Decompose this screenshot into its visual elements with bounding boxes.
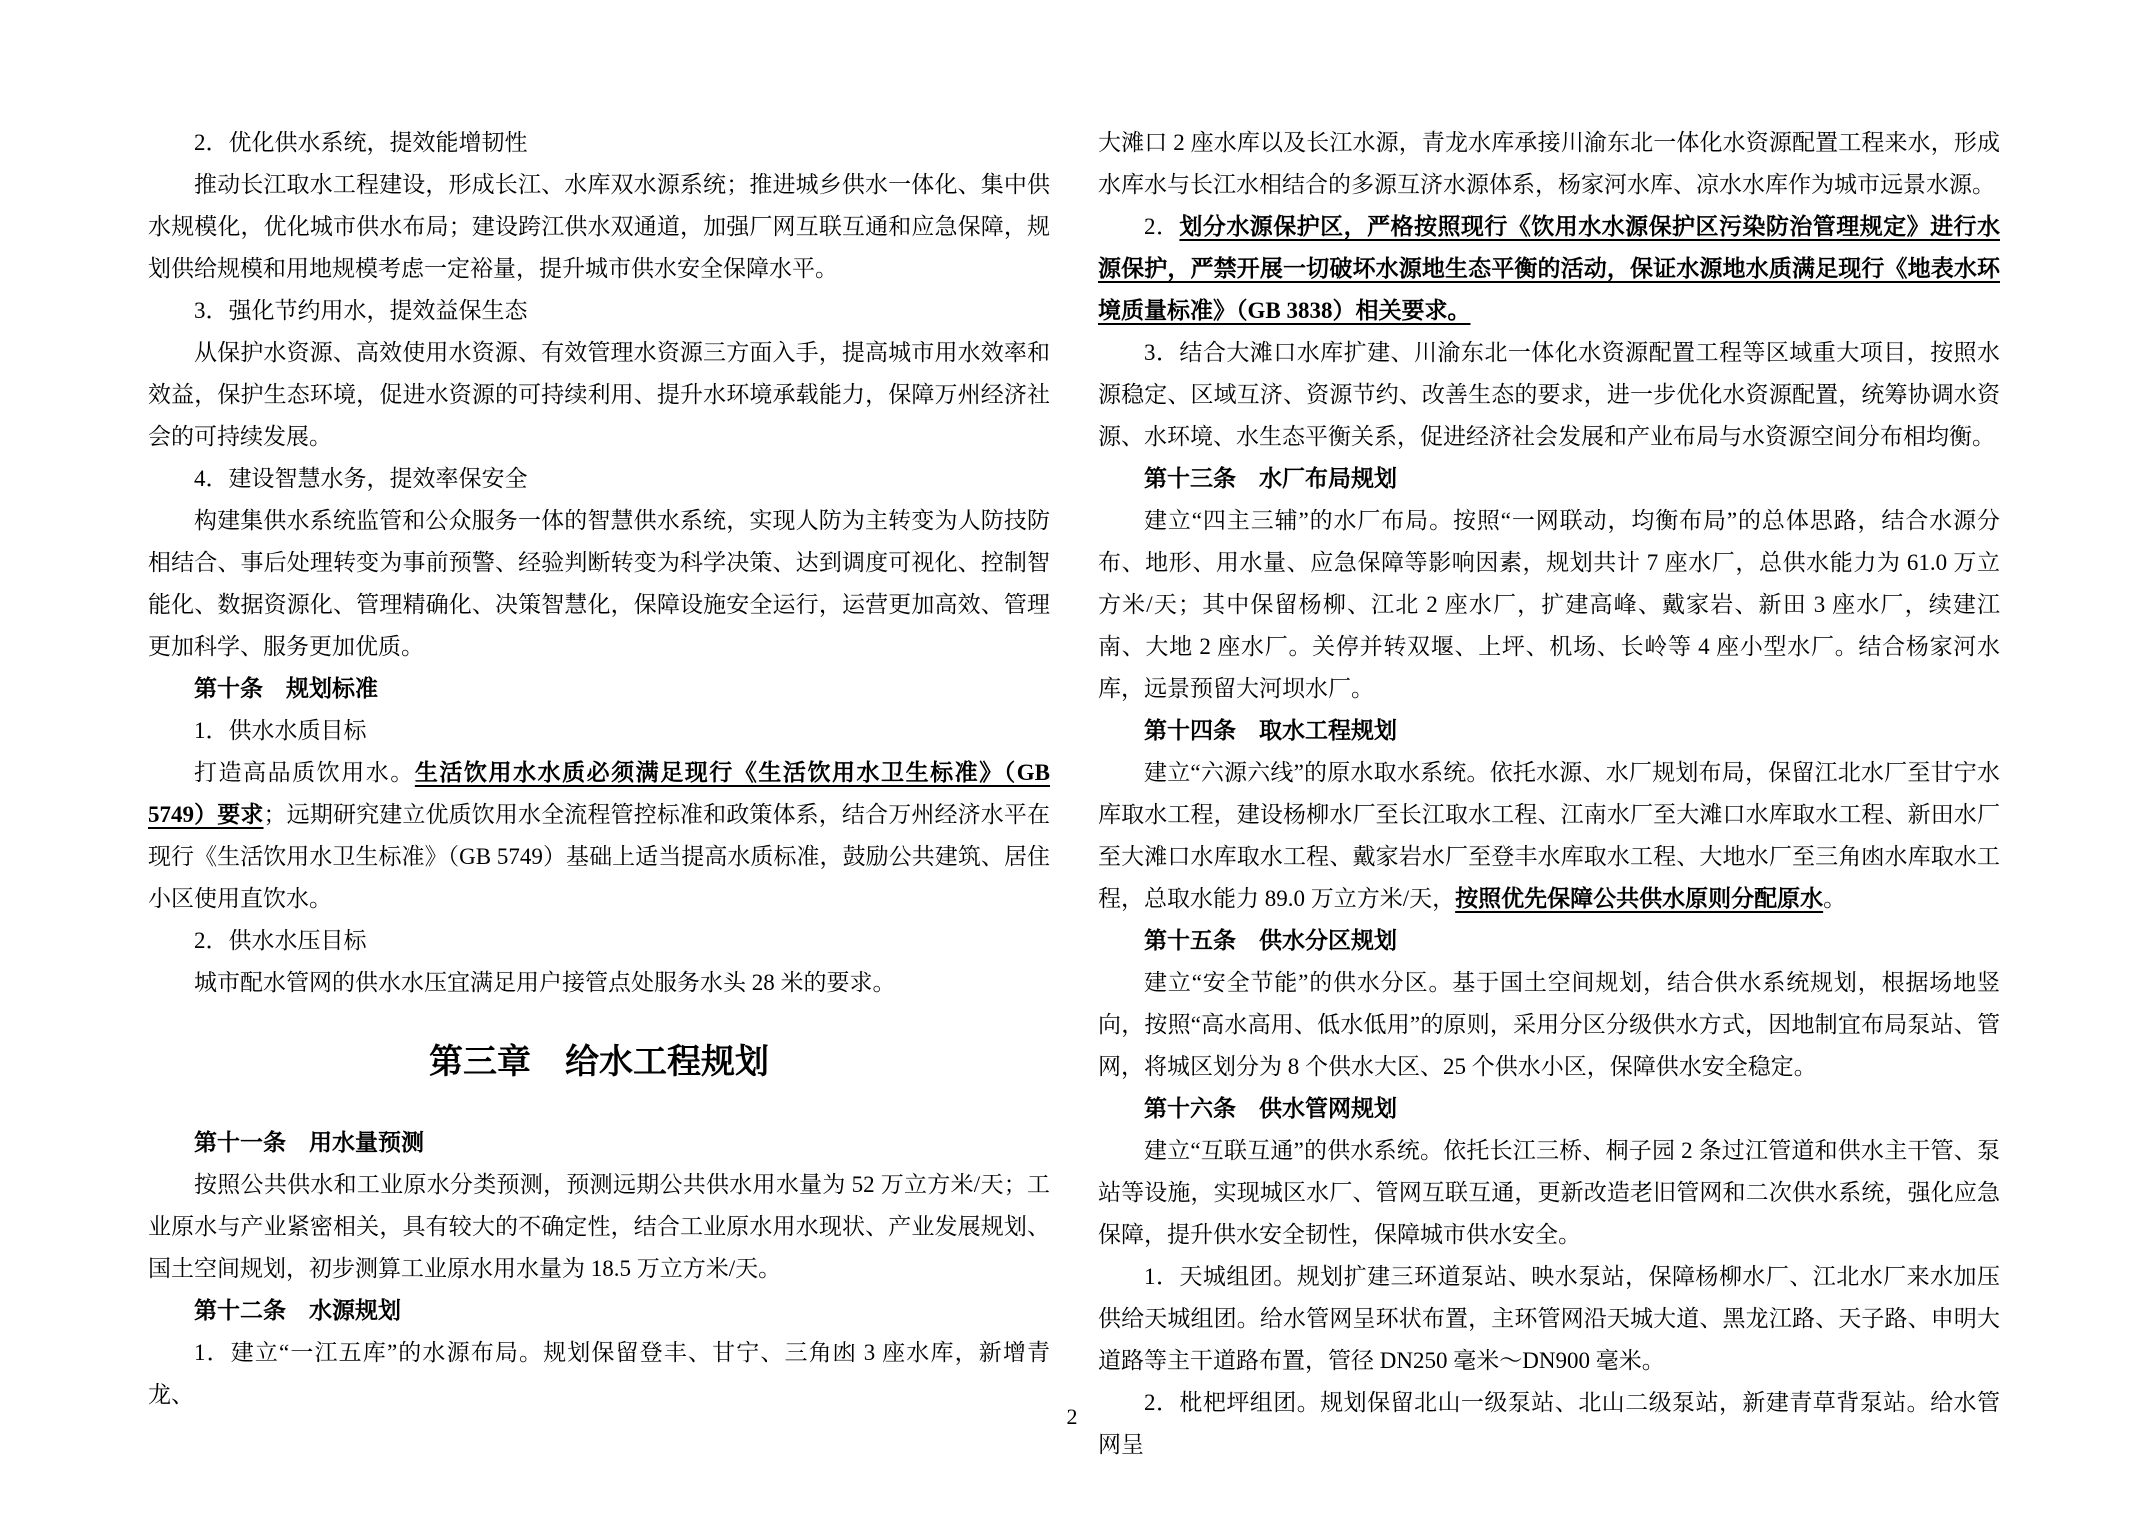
- text-run: 1．供水水质目标: [194, 718, 367, 743]
- paragraph: [148, 164, 1050, 290]
- text-run: 1．建立“一江五库”的水源布局。规划保留登丰、甘宁、三角凼 3 座水库，新增青龙、: [148, 1340, 1050, 1407]
- paragraph: [148, 332, 1050, 458]
- paragraph: [1098, 500, 2000, 710]
- article-heading: [1098, 1088, 2000, 1130]
- text-run: 。: [1823, 886, 1847, 911]
- article-heading: [1098, 710, 2000, 752]
- text-run: 第十五条 供水分区规划: [1144, 928, 1397, 953]
- article-heading: [148, 1290, 1050, 1332]
- text-run: 第十三条 水厂布局规划: [1144, 466, 1397, 491]
- article-heading: [1098, 458, 2000, 500]
- text-run: 第十六条 供水管网规划: [1144, 1096, 1397, 1121]
- text-column-right: [1098, 122, 2000, 1466]
- text-run: 第十一条 用水量预测: [194, 1130, 424, 1155]
- article-heading: [148, 668, 1050, 710]
- text-run: 3．强化节约用水，提效益保生态: [194, 298, 528, 323]
- paragraph: [148, 122, 1050, 164]
- text-run: 大滩口 2 座水库以及长江水源，青龙水库承接川渝东北一体化水资源配置工程来水，形成水库水与长江水相结合的多源互济水源体系，杨家河水库、凉水水库作为城市远景水源。: [1098, 130, 2000, 197]
- text-run: 城市配水管网的供水水压宜满足用户接管点处服务水头 28 米的要求。: [194, 970, 896, 995]
- text-run: 建立“六源六线”的原水取水系统。依托水源、水厂规划布局，保留江北水厂至甘宁水库取水工程，建设杨柳水厂至长江取水工程、江南水厂至大滩口水库取水工程、新田水厂至大滩口水库取水工程、戴家岩水厂至登丰水库取水工程、大地水厂至三角凼水库取水工程，总取水能力 89.0 万立方米/天，: [1098, 760, 2000, 911]
- text-run: 4．建设智慧水务，提效率保安全: [194, 466, 528, 491]
- article-heading: [1098, 920, 2000, 962]
- emphasized-text-run: 划分水源保护区，严格按照现行《饮用水水源保护区污染防治管理规定》进行水源保护，严禁开展一切破坏水源地生态平衡的活动，保证水源地水质满足现行《地表水环境质量标准》（GB 3838）相关要求。: [1098, 214, 2001, 323]
- text-run: 推动长江取水工程建设，形成长江、水库双水源系统；推进城乡供水一体化、集中供水规模化，优化城市供水布局；建设跨江供水双通道，加强厂网互联互通和应急保障，规划供给规模和用地规模考虑一定裕量，提升城市供水安全保障水平。: [148, 172, 1050, 281]
- text-run: 第十条 规划标准: [194, 676, 378, 701]
- paragraph: [1098, 752, 2000, 920]
- text-run: 2．优化供水系统，提效能增韧性: [194, 130, 528, 155]
- text-column-left: [148, 122, 1050, 1416]
- paragraph: [1098, 1256, 2000, 1382]
- text-run: 第十二条 水源规划: [194, 1298, 401, 1323]
- text-run: 按照公共供水和工业原水分类预测，预测远期公共供水用水量为 52 万立方米/天；工业原水与产业紧密相关，具有较大的不确定性，结合工业原水用水现状、产业发展规划、国土空间规划，初步测算工业原水用水量为 18.5 万立方米/天。: [148, 1172, 1050, 1281]
- paragraph: [1098, 122, 2000, 206]
- paragraph: [1098, 1130, 2000, 1256]
- paragraph: [148, 1164, 1050, 1290]
- text-run: 建立“安全节能”的供水分区。基于国土空间规划，结合供水系统规划，根据场地竖向，按照“高水高用、低水低用”的原则，采用分区分级供水方式，因地制宜布局泵站、管网，将城区划分为 8 个供水大区、25 个供水小区，保障供水安全稳定。: [1098, 970, 2000, 1079]
- paragraph: [148, 962, 1050, 1004]
- paragraph: [148, 752, 1050, 920]
- text-run: 2．枇杷坪组团。规划保留北山一级泵站、北山二级泵站，新建青草背泵站。给水管网呈: [1098, 1390, 2000, 1457]
- paragraph: [148, 500, 1050, 668]
- paragraph: [148, 920, 1050, 962]
- emphasized-text-run: 按照优先保障公共供水原则分配原水: [1455, 886, 1824, 911]
- paragraph: [148, 710, 1050, 752]
- text-run: 建立“四主三辅”的水厂布局。按照“一网联动，均衡布局”的总体思路，结合水源分布、地形、用水量、应急保障等影响因素，规划共计 7 座水厂，总供水能力为 61.0 万立方米/天；其中保留杨柳、江北 2 座水厂，扩建高峰、戴家岩、新田 3 座水厂，续建江南、大地 2 座水厂。关停并转双堰、上坪、机场、长岭等 4 座小型水厂。结合杨家河水库，远景预留大河坝水厂。: [1098, 508, 2001, 701]
- paragraph: [148, 290, 1050, 332]
- text-run: 第三章 给水工程规划: [429, 1044, 769, 1081]
- text-run: 构建集供水系统监管和公众服务一体的智慧供水系统，实现人防为主转变为人防技防相结合、事后处理转变为事前预警、经验判断转变为科学决策、达到调度可视化、控制智能化、数据资源化、管理精确化、决策智慧化，保障设施安全运行，运营更加高效、管理更加科学、服务更加优质。: [148, 508, 1050, 659]
- text-run: 建立“互联互通”的供水系统。依托长江三桥、桐子园 2 条过江管道和供水主干管、泵站等设施，实现城区水厂、管网互联互通，更新改造老旧管网和二次供水系统，强化应急保障，提升供水安全韧性，保障城市供水安全。: [1098, 1138, 2000, 1247]
- article-heading: [148, 1122, 1050, 1164]
- paragraph: [1098, 962, 2000, 1088]
- text-run: 2．: [1144, 214, 1180, 239]
- page-number: 2: [1066, 1404, 1078, 1429]
- text-run: 从保护水资源、高效使用水资源、有效管理水资源三方面入手，提高城市用水效率和效益，保护生态环境，促进水资源的可持续利用、提升水环境承载能力，保障万州经济社会的可持续发展。: [148, 340, 1050, 449]
- text-run: 1．天城组团。规划扩建三环道泵站、映水泵站，保障杨柳水厂、江北水厂来水加压供给天城组团。给水管网呈环状布置，主环管网沿天城大道、黑龙江路、天子路、申明大道路等主干道路布置，管径 DN250 毫米～DN900 毫米。: [1098, 1264, 2000, 1373]
- paragraph: [148, 458, 1050, 500]
- text-run: 3．结合大滩口水库扩建、川渝东北一体化水资源配置工程等区域重大项目，按照水源稳定、区域互济、资源节约、改善生态的要求，进一步优化水资源配置，统筹协调水资源、水环境、水生态平衡关系，促进经济社会发展和产业布局与水资源空间分布相均衡。: [1098, 340, 2000, 449]
- text-run: ；远期研究建立优质饮用水全流程管控标准和政策体系，结合万州经济水平在现行《生活饮用水卫生标准》（GB 5749）基础上适当提高水质标准，鼓励公共建筑、居住小区使用直饮水。: [148, 802, 1051, 911]
- text-run: 第十四条 取水工程规划: [1144, 718, 1397, 743]
- chapter-heading: [148, 1042, 1050, 1084]
- text-run: 2．供水水压目标: [194, 928, 367, 953]
- paragraph: [1098, 332, 2000, 458]
- paragraph: [1098, 206, 2000, 332]
- emphasized-text-run: 生活饮用水水质必须满足现行《生活饮用水卫生标准》（GB 5749）要求: [148, 760, 1051, 827]
- text-run: 打造高品质饮用水。: [194, 760, 415, 785]
